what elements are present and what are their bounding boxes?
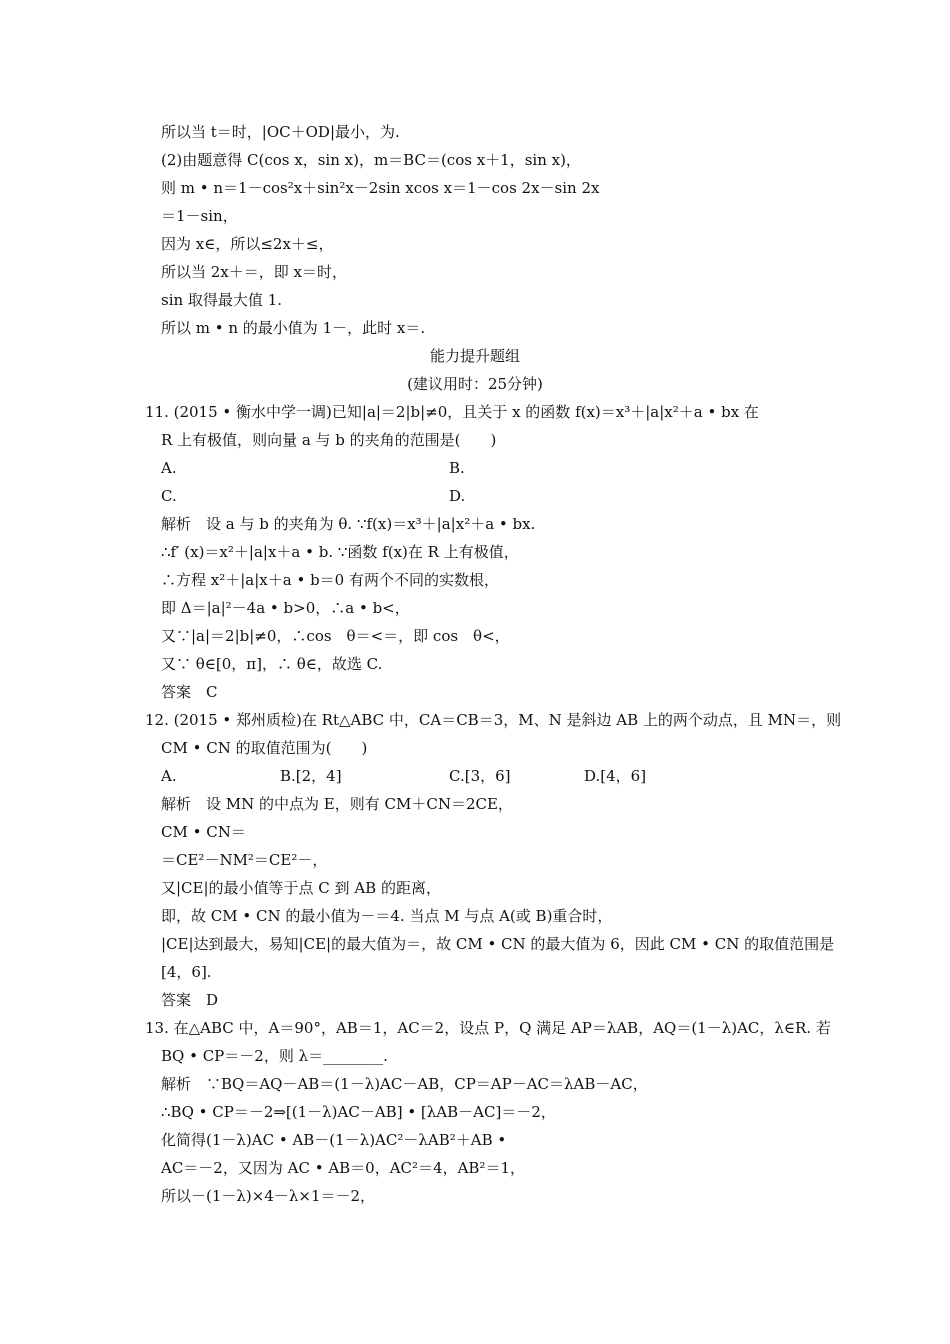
question-13-stem: BQ • CP＝－2，则 λ＝________. bbox=[161, 1047, 388, 1065]
solution-line: 解析 ∵BQ＝AQ－AB＝(1－λ)AC－AB，CP＝AP－AC＝λAB－AC， bbox=[161, 1075, 648, 1093]
q12-option-b: B.[2，4] bbox=[280, 767, 342, 785]
q11-option-d: D. bbox=[449, 487, 466, 505]
solution-line: 又∵ θ∈[0，π]，∴ θ∈，故选 C. bbox=[161, 655, 383, 673]
q12-option-a: A. bbox=[161, 767, 177, 785]
text-line: 则 m • n＝1－cos²x＋sin²x－2sin xcos x＝1－cos 2x－sin 2x bbox=[161, 179, 600, 197]
solution-line: |CE|达到最大，易知|CE|的最大值为＝，故 CM • CN 的最大值为 6，因此 CM • CN 的取值范围是 bbox=[161, 935, 835, 953]
text-line: 所以当 t＝时，|OC＋OD|最小，为. bbox=[161, 123, 400, 141]
solution-line: ∴方程 x²＋|a|x＋a • b＝0 有两个不同的实数根， bbox=[161, 571, 499, 589]
text-line: ＝1－sin， bbox=[161, 207, 238, 225]
solution-line: 解析 设 a 与 b 的夹角为 θ. ∵f(x)＝x³＋|a|x²＋a • bx. bbox=[161, 515, 536, 533]
solution-line: AC＝－2，又因为 AC • AB＝0，AC²＝4，AB²＝1， bbox=[161, 1159, 525, 1177]
solution-line: 化简得(1－λ)AC • AB－(1－λ)AC²－λAB²＋AB • bbox=[161, 1131, 507, 1149]
solution-line: ＝CE²－NM²＝CE²－， bbox=[161, 851, 328, 869]
solution-line: 即，故 CM • CN 的最小值为－＝4. 当点 M 与点 A(或 B)重合时， bbox=[161, 907, 613, 925]
question-12-stem: CM • CN 的取值范围为( ) bbox=[161, 739, 368, 757]
solution-line: [4，6]. bbox=[161, 963, 212, 981]
q11-option-b: B. bbox=[449, 459, 465, 477]
q11-option-a: A. bbox=[161, 459, 177, 477]
q12-option-d: D.[4，6] bbox=[584, 767, 647, 785]
text-line: 所以 m • n 的最小值为 1－，此时 x＝. bbox=[161, 319, 426, 337]
solution-line: CM • CN＝ bbox=[161, 823, 246, 841]
text-line: 因为 x∈，所以≤2x＋≤， bbox=[161, 235, 334, 253]
solution-line: 解析 设 MN 的中点为 E，则有 CM＋CN＝2CE， bbox=[161, 795, 513, 813]
q11-option-c: C. bbox=[161, 487, 177, 505]
question-12-stem: 12. (2015 • 郑州质检)在 Rt△ABC 中，CA＝CB＝3，M、N 是斜边 AB 上的两个动点，且 MN＝，则 bbox=[145, 711, 842, 729]
solution-line: 又∵|a|＝2|b|≠0，∴cos θ＝<＝，即 cos θ<， bbox=[161, 627, 510, 645]
text-line: sin 取得最大值 1. bbox=[161, 291, 283, 309]
solution-line: ∴BQ • CP＝－2⇒[(1－λ)AC－AB] • [λAB－AC]＝－2， bbox=[161, 1103, 556, 1121]
solution-line: 所以－(1－λ)×4－λ×1＝－2， bbox=[161, 1187, 376, 1205]
text-line: (2)由题意得 C(cos x，sin x)，m＝BC＝(cos x＋1，sin x)， bbox=[161, 151, 581, 169]
solution-line: ∴f′ (x)＝x²＋|a|x＋a • b. ∵函数 f(x)在 R 上有极值， bbox=[161, 543, 519, 561]
question-11-stem: R 上有极值，则向量 a 与 b 的夹角的范围是( ) bbox=[161, 431, 497, 449]
solution-line: 即 Δ＝|a|²－4a • b>0，∴a • b<， bbox=[161, 599, 410, 617]
section-subtitle: (建议用时：25分钟) bbox=[407, 375, 543, 393]
text-line: 所以当 2x＋＝，即 x＝时， bbox=[161, 263, 347, 281]
solution-line: 又|CE|的最小值等于点 C 到 AB 的距离， bbox=[161, 879, 441, 897]
answer-line: 答案 C bbox=[161, 683, 218, 701]
answer-line: 答案 D bbox=[161, 991, 219, 1009]
question-13-stem: 13. 在△ABC 中，A＝90°，AB＝1，AC＝2，设点 P，Q 满足 AP＝λAB，AQ＝(1－λ)AC，λ∈R. 若 bbox=[145, 1019, 831, 1037]
question-11-stem: 11. (2015 • 衡水中学一调)已知|a|＝2|b|≠0，且关于 x 的函数 f(x)＝x³＋|a|x²＋a • bx 在 bbox=[145, 403, 759, 421]
q12-option-c: C.[3，6] bbox=[449, 767, 511, 785]
section-title: 能力提升题组 bbox=[429, 347, 520, 365]
